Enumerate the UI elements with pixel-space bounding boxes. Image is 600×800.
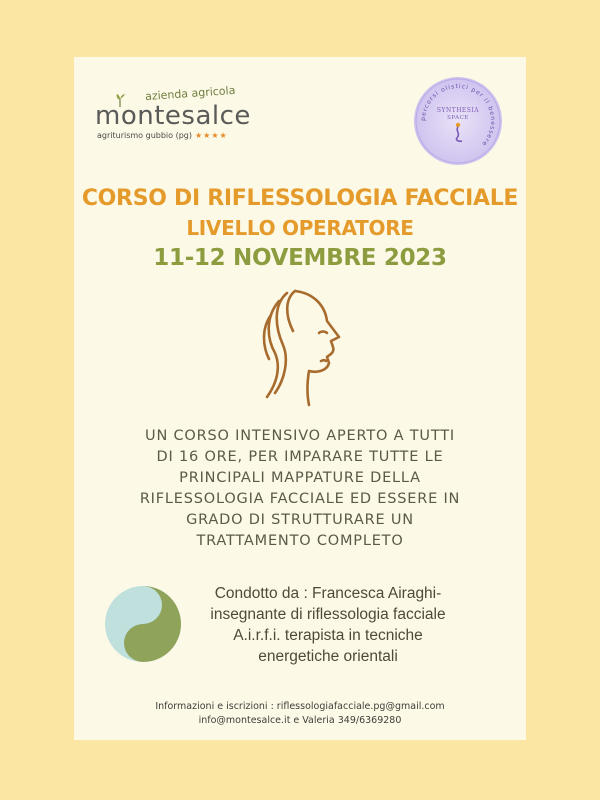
face-profile-icon [255, 287, 347, 407]
conductor-line: A.i.r.f.i. terapista in tecniche [233, 627, 423, 644]
logo-brand: montesalce [95, 101, 251, 131]
contact-info [0, 700, 600, 728]
conductor-info [208, 583, 448, 667]
description-line: DI 16 ORE, PER IMPARARE TUTTE LE [156, 449, 444, 465]
description-line: TRATTAMENTO COMPLETO [196, 533, 404, 549]
logo-tagline: azienda agricola [144, 83, 236, 104]
logo-stars: ★★★★ [194, 131, 228, 140]
conductor-line: energetiche orientali [258, 648, 398, 665]
description-line: PRINCIPALI MAPPATURE DELLA [179, 470, 421, 486]
description-line: UN CORSO INTENSIVO APERTO A TUTTI [145, 428, 455, 444]
conductor-line: Condotto da : Francesca Airaghi- [214, 585, 442, 602]
description-line: RIFLESSOLOGIA FACCIALE ED ESSERE IN [139, 491, 461, 507]
logo-ring-text: percorsi olistici per il benessere [419, 82, 497, 148]
course-level: LIVELLO OPERATORE [186, 216, 414, 240]
synthesia-space-logo [414, 77, 502, 165]
logo-name-line1: SYNTHESIA [436, 107, 480, 114]
course-description [105, 426, 495, 552]
conductor-line: insegnante di riflessologia facciale [210, 606, 446, 623]
logo-name-line2: SPACE [447, 115, 469, 121]
logo-subtitle [97, 131, 228, 140]
course-title: CORSO DI RIFLESSOLOGIA FACCIALE [81, 186, 519, 211]
contact-line: Informazioni e iscrizioni : riflessologiafacciale.pg@gmail.com [155, 701, 445, 712]
montesalce-logo [95, 83, 255, 147]
course-date: 11-12 NOVEMBRE 2023 [153, 245, 447, 271]
logo-sub-text: agriturismo gubbio (pg) [97, 131, 192, 140]
logo-ring [414, 77, 502, 165]
description-line: GRADO DI STRUTTURARE UN [186, 512, 414, 528]
meditating-figure-icon [451, 122, 465, 144]
yin-yang-icon [104, 585, 182, 663]
contact-line: info@montesalce.it e Valeria 349/6369280 [198, 715, 402, 726]
